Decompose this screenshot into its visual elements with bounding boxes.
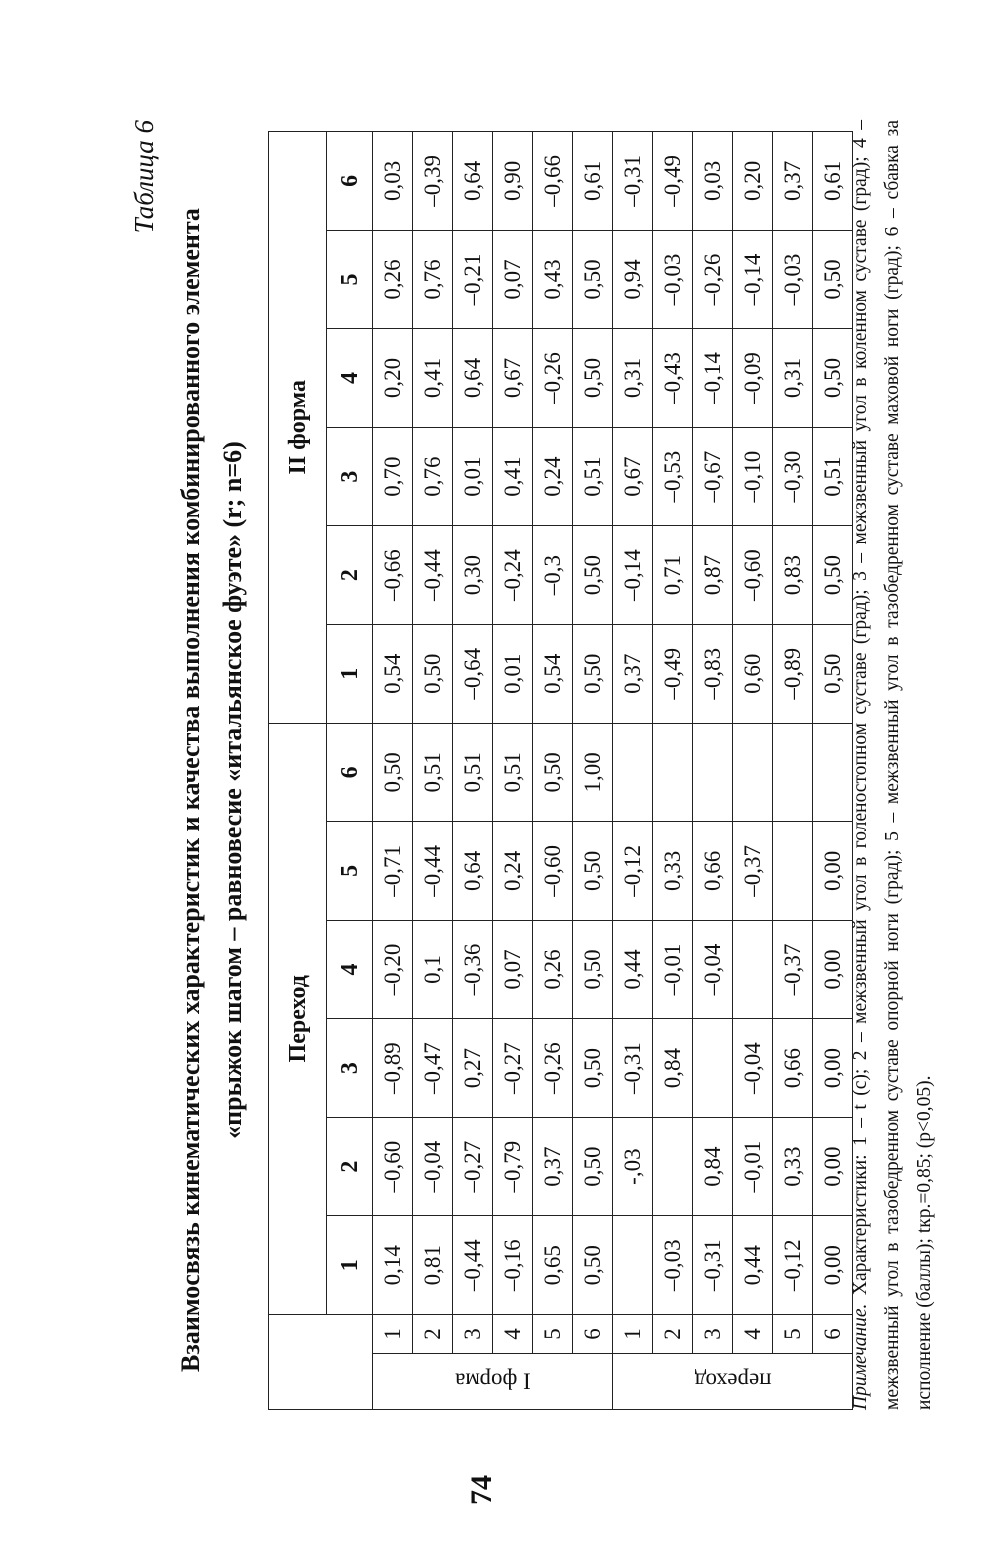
- row-number: 5: [773, 1315, 813, 1354]
- table-cell: –0,47: [413, 1019, 453, 1118]
- table-row: [493, 132, 533, 1410]
- table-cell: –0,27: [493, 1019, 533, 1118]
- table-cell: 0,61: [573, 132, 613, 231]
- table-cell: 1,00: [573, 723, 613, 822]
- table-cell: 0,66: [773, 1019, 813, 1118]
- table-cell: –0,83: [693, 624, 733, 723]
- table-cell: 0,64: [453, 132, 493, 231]
- table-cell: 0,65: [533, 1216, 573, 1315]
- column-number-header: 4: [327, 329, 373, 428]
- column-number-row: [327, 132, 373, 1410]
- row-number: 6: [813, 1315, 853, 1354]
- table-cell: –0,66: [373, 526, 413, 625]
- table-cell: 0,00: [813, 1216, 853, 1315]
- table-cell: –0,37: [773, 920, 813, 1019]
- table-cell: 0,50: [413, 624, 453, 723]
- note-text: Характеристики: 1 – t (c); 2 – межзвенный угол в голеностопном суставе (град); 3 – межзвенный угол в коленном суставе (град); 4 – межзвенный угол в тазобедренном суставе опорной ноги (град); 5 – межзвенный угол в тазобедренном суставе маховой ноги (град); 6 – сбавка за исполнение (баллы); tкр.=0,85; (p<0,05).: [850, 119, 935, 1410]
- column-number-header: 5: [327, 230, 373, 329]
- table-cell: –0,44: [413, 822, 453, 921]
- table-cell: 0,41: [493, 427, 533, 526]
- table-cell: 0,84: [693, 1117, 733, 1216]
- table-cell: 0,71: [653, 526, 693, 625]
- table-cell: [613, 1216, 653, 1315]
- row-group-label-cell: [373, 1354, 613, 1410]
- table-cell: 0,50: [813, 526, 853, 625]
- table-cell: 0,50: [573, 1117, 613, 1216]
- table-cell: 0,51: [493, 723, 533, 822]
- column-number-header: 5: [327, 822, 373, 921]
- table-cell: 0,1: [413, 920, 453, 1019]
- table-cell: 0,90: [493, 132, 533, 231]
- table-cell: 0,31: [773, 329, 813, 428]
- column-number-header: 6: [327, 132, 373, 231]
- table-cell: 0,83: [773, 526, 813, 625]
- column-number-header: 1: [327, 1216, 373, 1315]
- table-cell: 0,01: [493, 624, 533, 723]
- table-cell: 0,50: [573, 624, 613, 723]
- table-cell: 0,87: [693, 526, 733, 625]
- table-cell: –0,3: [533, 526, 573, 625]
- corner-cell: [269, 1315, 373, 1410]
- table-cell: –0,04: [413, 1117, 453, 1216]
- row-number: 5: [533, 1315, 573, 1354]
- table-cell: 0,50: [573, 1019, 613, 1118]
- table-title-line: «прыжок шагом – равновесие «итальянское фуэте» (r; n=6): [218, 441, 247, 1139]
- table-cell: –0,31: [613, 1019, 653, 1118]
- table-cell: –0,49: [653, 624, 693, 723]
- table-cell: 0,51: [413, 723, 453, 822]
- table-cell: –0,03: [653, 230, 693, 329]
- row-number: 4: [493, 1315, 533, 1354]
- table-cell: –0,31: [693, 1216, 733, 1315]
- table-cell: 0,33: [773, 1117, 813, 1216]
- table-cell: 0,50: [573, 526, 613, 625]
- table-cell: 0,50: [573, 1216, 613, 1315]
- table-cell: –0,64: [453, 624, 493, 723]
- table-row: [453, 132, 493, 1410]
- table-cell: 0,41: [413, 329, 453, 428]
- row-number: 4: [733, 1315, 773, 1354]
- column-number-header: 6: [327, 723, 373, 822]
- page-number: 74: [465, 1475, 498, 1505]
- table-cell: 0,44: [613, 920, 653, 1019]
- table-cell: –0,44: [413, 526, 453, 625]
- table-cell: 0,24: [533, 427, 573, 526]
- table-cell: 0,50: [373, 723, 413, 822]
- table-cell: [773, 723, 813, 822]
- table-cell: –0,09: [733, 329, 773, 428]
- table-cell: 0,51: [453, 723, 493, 822]
- table-cell: 0,81: [413, 1216, 453, 1315]
- table-cell: [733, 723, 773, 822]
- table-cell: 0,00: [813, 1117, 853, 1216]
- table-cell: –0,12: [773, 1216, 813, 1315]
- table-row: [653, 132, 693, 1410]
- table-cell: 0,61: [813, 132, 853, 231]
- table-cell: –0,44: [453, 1216, 493, 1315]
- table-cell: –0,26: [533, 1019, 573, 1118]
- table-cell: –0,01: [653, 920, 693, 1019]
- table-row: [373, 132, 413, 1410]
- table-row: [773, 132, 813, 1410]
- table-cell: 0,64: [453, 822, 493, 921]
- note-label: Примечание.: [850, 1303, 871, 1410]
- table-title: [170, 170, 254, 1410]
- table-cell: [653, 1117, 693, 1216]
- row-group-label: I форма: [454, 1369, 531, 1394]
- table-cell: 0,70: [373, 427, 413, 526]
- table-cell: –0,66: [533, 132, 573, 231]
- correlation-table: [268, 131, 853, 1410]
- row-group-label: переход: [693, 1369, 772, 1394]
- table-cell: 0,26: [533, 920, 573, 1019]
- table-cell: 0,76: [413, 230, 453, 329]
- table-cell: 0,76: [413, 427, 453, 526]
- table-cell: –0,04: [693, 920, 733, 1019]
- table-caption: Таблица 6: [129, 120, 159, 234]
- table-row: [693, 132, 733, 1410]
- table-row: [413, 132, 453, 1410]
- table-cell: 0,30: [453, 526, 493, 625]
- table-cell: -,03: [613, 1117, 653, 1216]
- table-cell: 0,14: [373, 1216, 413, 1315]
- table-cell: –0,60: [533, 822, 573, 921]
- table-cell: –0,89: [373, 1019, 413, 1118]
- table-cell: 0,94: [613, 230, 653, 329]
- table-cell: –0,16: [493, 1216, 533, 1315]
- table-cell: 0,54: [373, 624, 413, 723]
- table-cell: –0,10: [733, 427, 773, 526]
- table-cell: 0,00: [813, 822, 853, 921]
- table-cell: 0,50: [573, 329, 613, 428]
- table-cell: 0,03: [373, 132, 413, 231]
- group-header-ii-forma: II форма: [269, 132, 327, 724]
- table-cell: 0,01: [453, 427, 493, 526]
- table-cell: 0,37: [613, 624, 653, 723]
- table-cell: –0,89: [773, 624, 813, 723]
- table-cell: 0,51: [813, 427, 853, 526]
- table-cell: –0,43: [653, 329, 693, 428]
- table-cell: –0,03: [653, 1216, 693, 1315]
- row-number: 6: [573, 1315, 613, 1354]
- table-cell: 0,20: [373, 329, 413, 428]
- table-cell: 0,20: [733, 132, 773, 231]
- table-cell: [733, 920, 773, 1019]
- row-number: 2: [413, 1315, 453, 1354]
- table-cell: –0,30: [773, 427, 813, 526]
- table-cell: 0,60: [733, 624, 773, 723]
- table-cell: 0,66: [693, 822, 733, 921]
- table-cell: 0,03: [693, 132, 733, 231]
- table-cell: –0,36: [453, 920, 493, 1019]
- table-cell: [693, 1019, 733, 1118]
- table-cell: [693, 723, 733, 822]
- column-number-header: 2: [327, 1117, 373, 1216]
- table-cell: –0,60: [733, 526, 773, 625]
- row-number: 3: [453, 1315, 493, 1354]
- table-cell: 0,31: [613, 329, 653, 428]
- table-cell: 0,50: [813, 230, 853, 329]
- column-number-header: 3: [327, 1019, 373, 1118]
- table-cell: –0,20: [373, 920, 413, 1019]
- table-cell: 0,44: [733, 1216, 773, 1315]
- table-cell: 0,64: [453, 329, 493, 428]
- table-cell: –0,04: [733, 1019, 773, 1118]
- row-group-label-cell: [613, 1354, 853, 1410]
- table-cell: –0,12: [613, 822, 653, 921]
- table-cell: –0,14: [733, 230, 773, 329]
- table-body: [373, 132, 853, 1410]
- table-cell: 0,67: [613, 427, 653, 526]
- table-header-row: [269, 132, 327, 1410]
- table-cell: 0,54: [533, 624, 573, 723]
- table-cell: 0,84: [653, 1019, 693, 1118]
- table-cell: 0,50: [573, 822, 613, 921]
- table-cell: –0,39: [413, 132, 453, 231]
- column-number-header: 2: [327, 526, 373, 625]
- table-cell: 0,50: [813, 624, 853, 723]
- table-cell: 0,07: [493, 920, 533, 1019]
- table-cell: 0,24: [493, 822, 533, 921]
- table-cell: 0,50: [573, 920, 613, 1019]
- table-cell: 0,26: [373, 230, 413, 329]
- table-cell: 0,50: [813, 329, 853, 428]
- table-cell: –0,31: [613, 132, 653, 231]
- row-number: 2: [653, 1315, 693, 1354]
- table-cell: 0,00: [813, 1019, 853, 1118]
- table-cell: –0,26: [693, 230, 733, 329]
- table-cell: 0,50: [573, 230, 613, 329]
- table-cell: –0,79: [493, 1117, 533, 1216]
- table-cell: [773, 822, 813, 921]
- column-number-header: 1: [327, 624, 373, 723]
- table-cell: –0,37: [733, 822, 773, 921]
- table-cell: –0,53: [653, 427, 693, 526]
- table-cell: 0,00: [813, 920, 853, 1019]
- table-cell: 0,43: [533, 230, 573, 329]
- table-cell: –0,71: [373, 822, 413, 921]
- table-row: [533, 132, 573, 1410]
- table-cell: –0,01: [733, 1117, 773, 1216]
- table-cell: 0,37: [773, 132, 813, 231]
- table-cell: –0,49: [653, 132, 693, 231]
- column-number-header: 3: [327, 427, 373, 526]
- table-cell: –0,14: [613, 526, 653, 625]
- table-cell: 0,27: [453, 1019, 493, 1118]
- row-number: 1: [373, 1315, 413, 1354]
- table-row: [733, 132, 773, 1410]
- table-title-line: Взаимосвязь кинематических характеристик и качества выполнения комбинированного элемента: [176, 208, 205, 1372]
- table-cell: 0,33: [653, 822, 693, 921]
- table-cell: [653, 723, 693, 822]
- table-row: [613, 132, 653, 1410]
- table-row: [573, 132, 613, 1410]
- table-cell: [613, 723, 653, 822]
- table-cell: 0,07: [493, 230, 533, 329]
- row-number: 3: [693, 1315, 733, 1354]
- table-note: [845, 120, 955, 1410]
- table-cell: –0,14: [693, 329, 733, 428]
- table-cell: 0,50: [533, 723, 573, 822]
- table-cell: –0,27: [453, 1117, 493, 1216]
- column-number-header: 4: [327, 920, 373, 1019]
- table-cell: –0,67: [693, 427, 733, 526]
- table-cell: –0,26: [533, 329, 573, 428]
- table-cell: –0,60: [373, 1117, 413, 1216]
- group-header-perekhod: Переход: [269, 723, 327, 1314]
- table-cell: –0,03: [773, 230, 813, 329]
- table-cell: –0,24: [493, 526, 533, 625]
- row-number: 1: [613, 1315, 653, 1354]
- table-cell: 0,51: [573, 427, 613, 526]
- table-cell: 0,67: [493, 329, 533, 428]
- table-cell: –0,21: [453, 230, 493, 329]
- table-cell: 0,37: [533, 1117, 573, 1216]
